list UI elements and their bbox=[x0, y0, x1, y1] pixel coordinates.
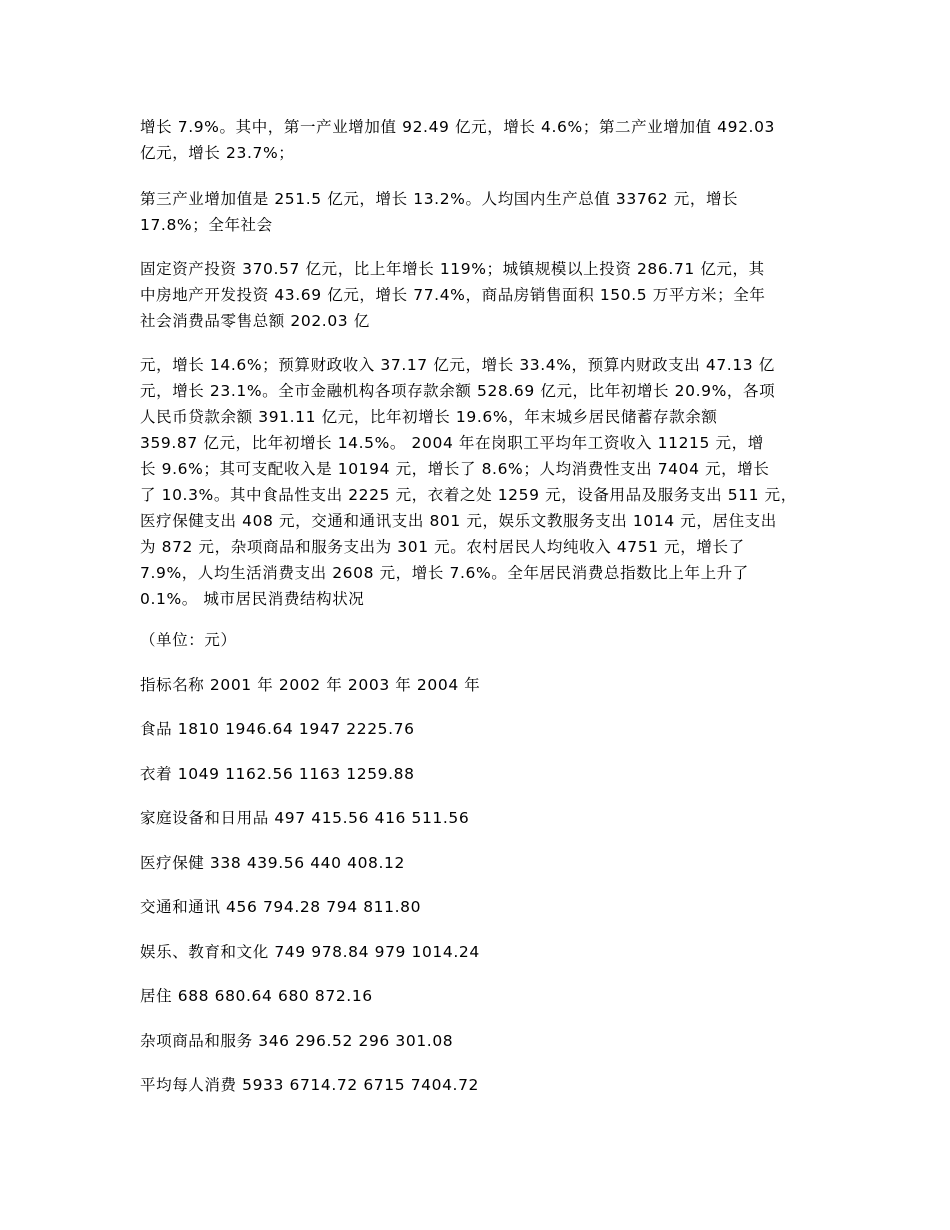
table-row: 家庭设备和日用品 497 415.56 416 511.56 bbox=[140, 809, 470, 827]
paragraph-line: 359.87 亿元，比年初增长 14.5%。 2004 年在岗职工平均年工资收入 11215 元，增 bbox=[140, 434, 764, 452]
paragraph-3 bbox=[140, 256, 830, 334]
paragraph-line: 元，增长 14.6%；预算财政收入 37.17 亿元，增长 33.4%，预算内财政支出 47.13 亿 bbox=[140, 356, 775, 374]
paragraph-line: 长 9.6%；其可支配收入是 10194 元，增长了 8.6%；人均消费性支出 7404 元，增长 bbox=[140, 460, 770, 478]
paragraph-line: 7.9%，人均生活消费支出 2608 元，增长 7.6%。全年居民消费总指数比上年上升了 bbox=[140, 564, 749, 582]
table-row: 杂项商品和服务 346 296.52 296 301.08 bbox=[140, 1032, 454, 1050]
paragraph-line: 医疗保健支出 408 元，交通和通讯支出 801 元，娱乐文教服务支出 1014 元，居住支出 bbox=[140, 512, 777, 530]
paragraph-line: 亿元，增长 23.7%； bbox=[140, 144, 295, 162]
unit-note: （单位：元） bbox=[140, 631, 237, 649]
table-row: 食品 1810 1946.64 1947 2225.76 bbox=[140, 720, 415, 738]
paragraph-line: 第三产业增加值是 251.5 亿元，增长 13.2%。人均国内生产总值 33762 元，增长 bbox=[140, 190, 739, 208]
paragraph-line: 固定资产投资 370.57 亿元，比上年增长 119%；城镇规模以上投资 286.71 亿元，其 bbox=[140, 260, 765, 278]
table-row: 医疗保健 338 439.56 440 408.12 bbox=[140, 854, 405, 872]
paragraph-2 bbox=[140, 186, 830, 238]
paragraph-line: 人民币贷款余额 391.11 亿元，比年初增长 19.6%，年末城乡居民储蓄存款余额 bbox=[140, 408, 718, 426]
table-row: 居住 688 680.64 680 872.16 bbox=[140, 987, 373, 1005]
paragraph-line: 0.1%。 城市居民消费结构状况 bbox=[140, 590, 365, 608]
paragraph-line: 了 10.3%。其中食品性支出 2225 元，衣着之处 1259 元，设备用品及服务支出 511 元， bbox=[140, 486, 797, 504]
table-row: 交通和通讯 456 794.28 794 811.80 bbox=[140, 898, 422, 916]
paragraph-line: 社会消费品零售总额 202.03 亿 bbox=[140, 312, 370, 330]
table-row: 娱乐、教育和文化 749 978.84 979 1014.24 bbox=[140, 943, 480, 961]
table-row: 平均每人消费 5933 6714.72 6715 7404.72 bbox=[140, 1076, 479, 1094]
paragraph-line: 为 872 元，杂项商品和服务支出为 301 元。农村居民人均纯收入 4751 元，增长了 bbox=[140, 538, 745, 556]
table-row: 衣着 1049 1162.56 1163 1259.88 bbox=[140, 765, 415, 783]
paragraph-4 bbox=[140, 352, 830, 612]
paragraph-line: 元，增长 23.1%。全市金融机构各项存款余额 528.69 亿元，比年初增长 20.9%，各项 bbox=[140, 382, 776, 400]
paragraph-1 bbox=[140, 114, 830, 166]
paragraph-line: 中房地产开发投资 43.69 亿元，增长 77.4%，商品房销售面积 150.5 万平方米；全年 bbox=[140, 286, 766, 304]
paragraph-line: 17.8%；全年社会 bbox=[140, 216, 273, 234]
table-header: 指标名称 2001 年 2002 年 2003 年 2004 年 bbox=[140, 676, 481, 694]
paragraph-line: 增长 7.9%。其中，第一产业增加值 92.49 亿元，增长 4.6%；第二产业增加值 492.03 bbox=[140, 118, 776, 136]
